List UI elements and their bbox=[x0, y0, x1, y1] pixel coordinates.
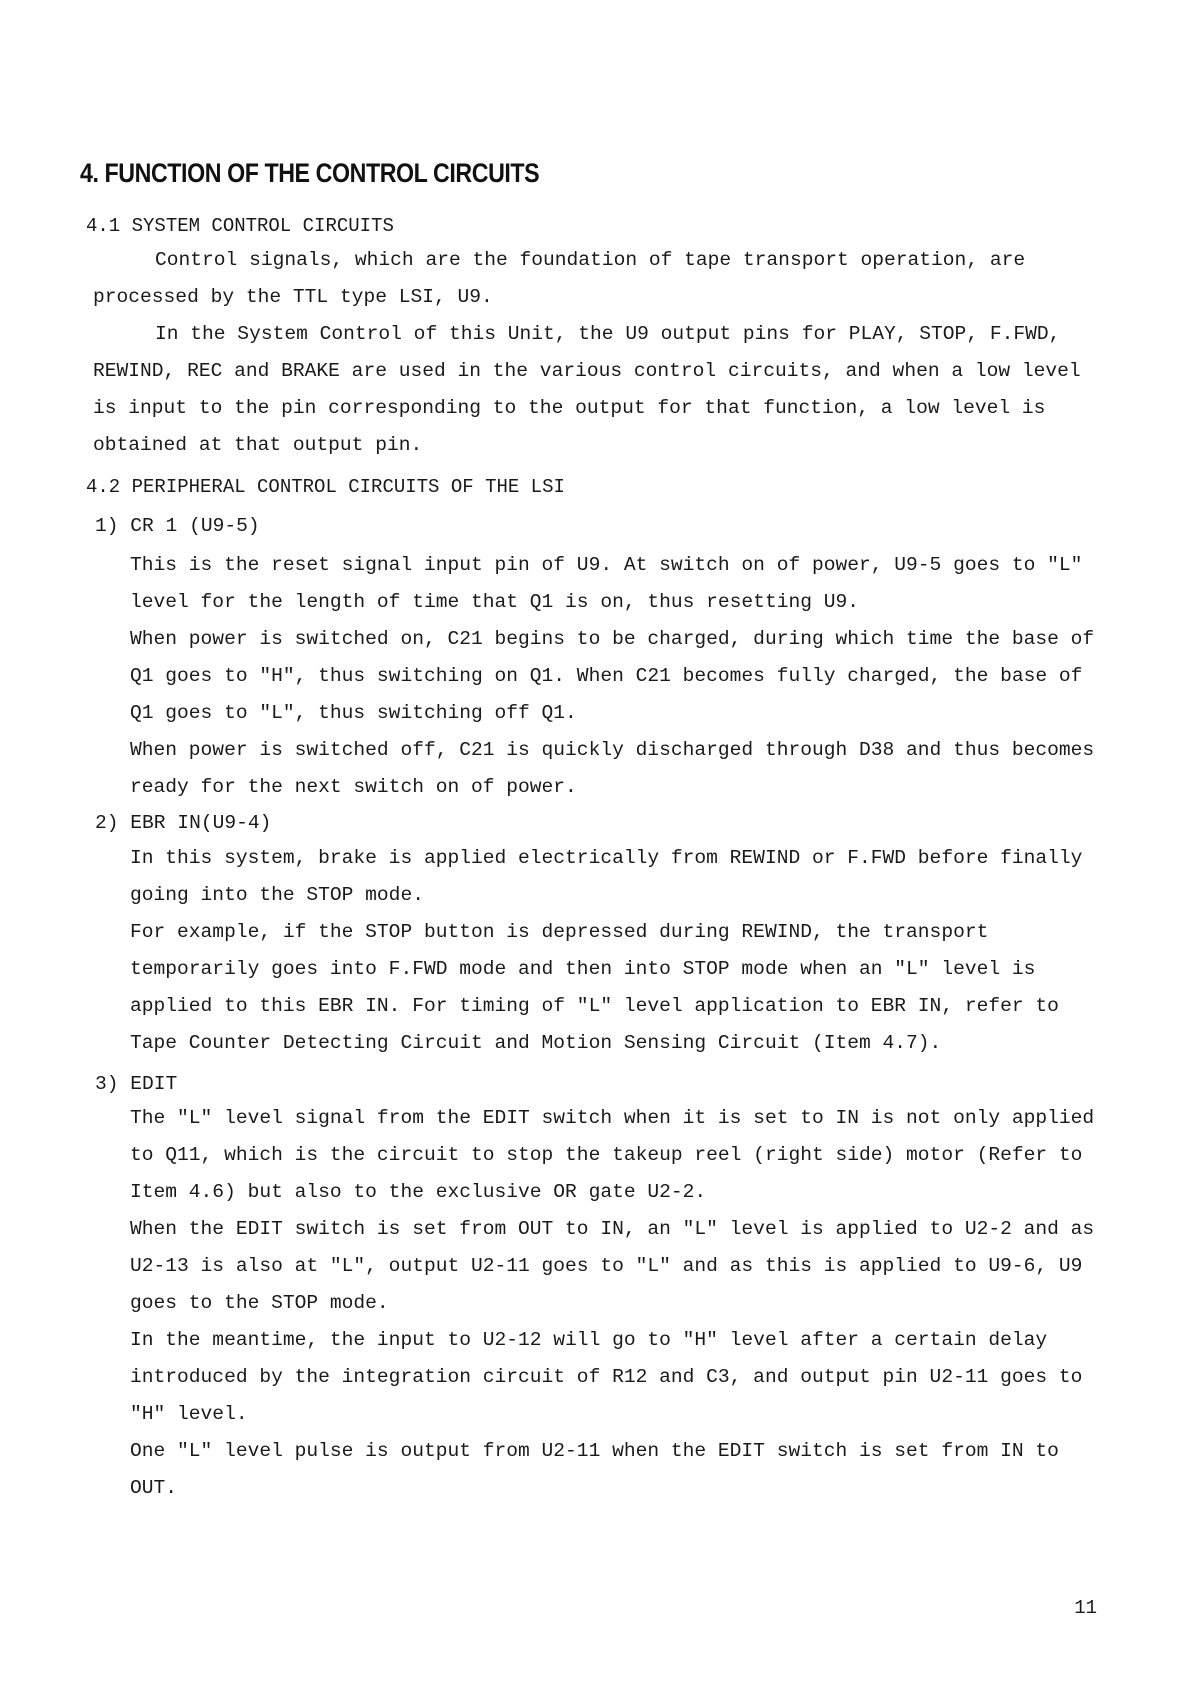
item-paragraph: When power is switched off, C21 is quickly discharged through D38 and thus becomes ready for the next switch on of power. bbox=[130, 739, 1095, 798]
item-paragraph: For example, if the STOP button is depressed during REWIND, the transport temporarily goes into F.FWD mode and then into STOP mode when an "L" level is applied to this EBR IN. For timing of "L" level application to EBR IN, refer to Tape Counter Detecting Circuit and Motion Sensing Circuit (Item 4.7). bbox=[130, 921, 1059, 1054]
item-paragraph: When the EDIT switch is set from OUT to IN, an "L" level is applied to U2-2 and as U2-13 is also at "L", output U2-11 goes to "L" and as this is applied to U9-6, U9 goes to the STOP mode. bbox=[130, 1218, 1095, 1314]
item-body-cr1 bbox=[130, 547, 1105, 806]
section-heading-4-1: 4.1 SYSTEM CONTROL CIRCUITS bbox=[86, 215, 394, 237]
item-paragraph: In this system, brake is applied electrically from REWIND or F.FWD before finally going into the STOP mode. bbox=[130, 847, 1083, 906]
item-label-ebr-in: 2) EBR IN(U9-4) bbox=[95, 812, 272, 834]
section-heading-4-2: 4.2 PERIPHERAL CONTROL CIRCUITS OF THE LSI bbox=[86, 476, 565, 498]
item-paragraph: This is the reset signal input pin of U9. At switch on of power, U9-5 goes to "L" level for the length of time that Q1 is on, thus resetting U9. bbox=[130, 554, 1083, 613]
page-number: 11 bbox=[1074, 1597, 1097, 1619]
item-body-ebr-in bbox=[130, 840, 1105, 1062]
paragraph-4-1-system-control: In the System Control of this Unit, the U9 output pins for PLAY, STOP, F.FWD, REWIND, REC and BRAKE are used in the various control circuits, and when a low level is input to the pin corresponding to the output for that function, a low level is obtained at that output pin. bbox=[93, 323, 1081, 456]
item-label-cr1: 1) CR 1 (U9-5) bbox=[95, 515, 260, 537]
chapter-title: 4. FUNCTION OF THE CONTROL CIRCUITS bbox=[80, 158, 540, 188]
item-paragraph: One "L" level pulse is output from U2-11 when the EDIT switch is set from IN to OUT. bbox=[130, 1440, 1059, 1499]
item-paragraph: The "L" level signal from the EDIT switch when it is set to IN is not only applied to Q11, which is the circuit to stop the takeup reel (right side) motor (Refer to Item 4.6) but also to the exclusive OR gate U2-2. bbox=[130, 1107, 1095, 1203]
item-paragraph: In the meantime, the input to U2-12 will go to "H" level after a certain delay introduced by the integration circuit of R12 and C3, and output pin U2-11 goes to "H" level. bbox=[130, 1329, 1083, 1425]
item-body-edit bbox=[130, 1100, 1105, 1507]
item-label-edit: 3) EDIT bbox=[95, 1073, 178, 1095]
paragraph-4-1-control-signals: Control signals, which are the foundation of tape transport operation, are processed by the TTL type LSI, U9. bbox=[93, 249, 1026, 308]
item-paragraph: When power is switched on, C21 begins to be charged, during which time the base of Q1 goes to "H", thus switching on Q1. When C21 becomes fully charged, the base of Q1 goes to "L", thus switching off Q1. bbox=[130, 628, 1095, 724]
